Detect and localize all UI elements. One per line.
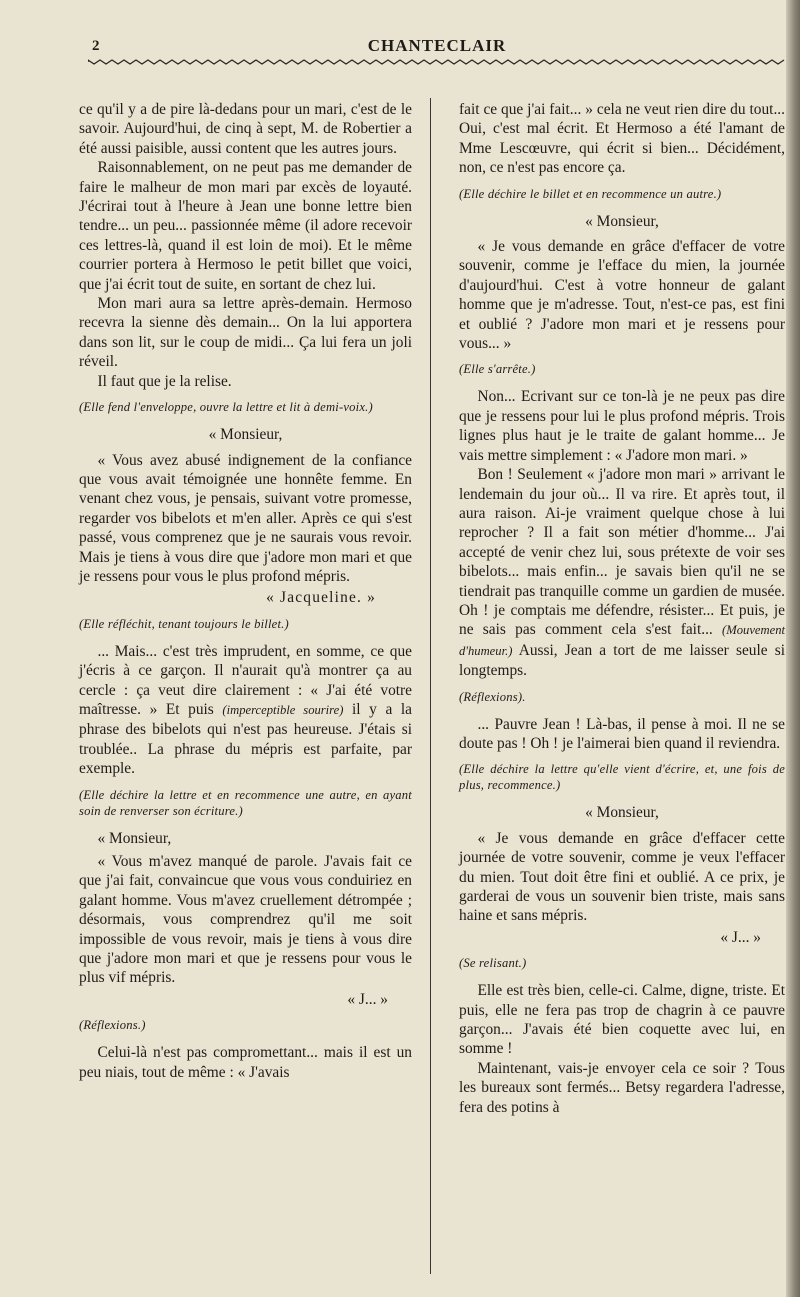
paragraph: Elle est très bien, celle-ci. Calme, digne, triste. Et puis, elle ne fera pas trop de chagrin à ce pauvre garçon... J'avais été bien coquette avec lui, en somme ! <box>459 982 785 1058</box>
stage-direction: (Elle déchire le billet et en recommence un autre.) <box>459 186 722 201</box>
page-edge-shadow <box>786 0 800 1297</box>
letter-salutation: « Monsieur, <box>208 426 283 444</box>
stage-direction: (Se relisant.) <box>459 956 527 971</box>
letter-body: « Vous m'avez manqué de parole. J'avais fait ce que j'ai fait, convaincue que vous vous conduiriez en galant homme. Vous m'avez cruellement détrompée ; désormais, vous comprendrez qu'il me soit impossible de vous revoir, mais je tiens à vous dire que j'adore mon mari et que je ressens pour vous le plus vif mépris. <box>79 853 412 987</box>
right-column <box>459 100 785 1117</box>
paragraph: Mon mari aura sa lettre après-demain. Hermoso recevra la sienne dès demain... On la lui apportera dans son lit, sur le coup de midi... Ça lui fera un joli réveil. <box>79 295 412 371</box>
letter-body: « Vous avez abusé indignement de la confiance que vous avait témoignée une honnête femme. En venant chez vous, je pensais, suivant votre promesse, regarder vos bibelots et m'en aller. Après ce qui s'est passé, vous comprenez que je ne saurais vous revoir. Mais je tiens à vous dire que j'adore mon mari et que je ressens pour vous le plus profond mépris. <box>79 451 412 585</box>
page-header <box>88 34 786 74</box>
paragraph: Celui-là n'est pas compromettant... mais il est un peu niais, tout de même : « J'avais <box>79 1044 412 1081</box>
paragraph: ... Pauvre Jean ! Là-bas, il pense à moi. Il ne se doute pas ! Oh ! je l'aimerai bien quand il reviendra. <box>459 715 785 752</box>
stage-direction: (Elle s'arrête.) <box>459 362 536 377</box>
stage-direction: (Réflexions.) <box>79 1018 146 1033</box>
letter-body: « Je vous demande en grâce d'effacer de votre souvenir, comme je l'efface du mien, la journée d'aujourd'hui. C'est à votre honneur de galant homme que je m'adresse. Tout, n'est-ce pas, est fini et oublié ? J'adore mon mari et je ressens pour vous... » <box>459 238 785 353</box>
inline-stage-direction: (Mouvement d'humeur.) <box>459 623 785 658</box>
letter-salutation: « Monsieur, <box>97 829 172 847</box>
left-column <box>79 100 412 1082</box>
paragraph: Il faut que je la relise. <box>97 372 232 390</box>
paragraph: fait ce que j'ai fait... » cela ne veut rien dire du tout... Oui, c'est mal écrit. Et Hermoso a été l'amant de Mme Lescœuvre, qui écrit si bien... Décidément, non, ce n'est pas encore ça. <box>459 101 785 177</box>
paragraph <box>79 642 412 779</box>
letter-signature: « Jacqueline. » <box>266 589 376 607</box>
stage-direction: (Elle déchire la lettre et en recommence une autre, en ayant soin de renverser son écriture.) <box>79 787 412 818</box>
wavy-rule <box>88 56 786 68</box>
running-title: CHANTECLAIR <box>367 36 507 55</box>
paragraph: ce qu'il y a de pire là-dedans pour un mari, c'est de le savoir. Aujourd'hui, de cinq à sept, M. de Robertier a été aussi paisible, aussi content que les autres jours. <box>79 101 412 157</box>
paragraph: Non... Ecrivant sur ce ton-là je ne peux pas dire que je ressens pour lui le plus profond mépris. Trois lignes plus haut je le traite de galant homme... Je vais mettre simplement : « J'adore mon mari. » <box>459 388 785 464</box>
stage-direction: (Elle réfléchit, tenant toujours le billet.) <box>79 616 289 631</box>
paragraph: Maintenant, vais-je envoyer cela ce soir ? Tous les bureaux sont fermés... Betsy regardera l'adresse, fera des potins à <box>459 1059 785 1116</box>
paragraph <box>459 465 785 680</box>
letter-salutation: « Monsieur, <box>585 804 659 822</box>
paragraph-text: ... Mais... c'est très imprudent, en somme, ce que j'écris à ce garçon. Il n'aurait qu'à montrer ça au cercle : ça veut dire clairement : « J'ai été votre maîtresse. » Et puis <box>79 642 412 718</box>
paragraph-text: il y a la phrase des bibelots qui n'est pas heureuse. J'étais si troublée.. La phrase du mépris est parfaite, par exemple. <box>79 700 412 778</box>
stage-direction: (Réflexions). <box>459 689 526 704</box>
letter-signature: « J... » <box>347 990 388 1008</box>
page-number: 2 <box>92 38 100 54</box>
letter-salutation: « Monsieur, <box>585 212 659 230</box>
paragraph: Raisonnablement, on ne peut pas me demander de faire le malheur de mon mari par excès de loyauté. J'écrirai tout à l'heure à Jean une bonne lettre bien tendre... un peu... passionnée même (il adore recevoir ces lettres-là, quand il est loin de moi). Et le même courrier portera à Hermoso le petit billet que voici, que j'ai écrit tout de suite, en sortant de chez lui. <box>79 159 412 293</box>
inline-stage-direction: (imperceptible sourire) <box>222 702 344 717</box>
letter-body: « Je vous demande en grâce d'effacer cette journée de votre souvenir, comme je veux l'effacer du mien. Tout doit être fini et oublié. A ce prix, je garderai de vous un souvenir bien triste, mais sans haine et sans mépris. <box>459 829 785 925</box>
paragraph-text: Aussi, Jean a tort de me laisser seule si longtemps. <box>459 641 785 680</box>
paragraph-text: Bon ! Seulement « j'adore mon mari » arrivant le lendemain du jour où... Il va rire. Et après tout, il aura raison. Ai-je vraiment quelque chose à lui reprocher ? Il a fait son métier d'homme... J'ai accepté de venir chez lui, sous prétexte de voir ses bibelots... mais enfin... je savais bien qu'il ne se tiendrait pas tranquille comme un gardien de musée. Oh ! je comptais me défendre, résister... Et puis, je ne sais pas comment cela s'est fait... <box>459 466 785 639</box>
stage-direction: (Elle déchire la lettre qu'elle vient d'écrire, et, une fois de plus, recommence.) <box>459 762 785 793</box>
letter-signature: « J... » <box>720 928 761 946</box>
column-divider <box>430 98 431 1274</box>
stage-direction: (Elle fend l'enveloppe, ouvre la lettre et lit à demi-voix.) <box>79 400 373 415</box>
